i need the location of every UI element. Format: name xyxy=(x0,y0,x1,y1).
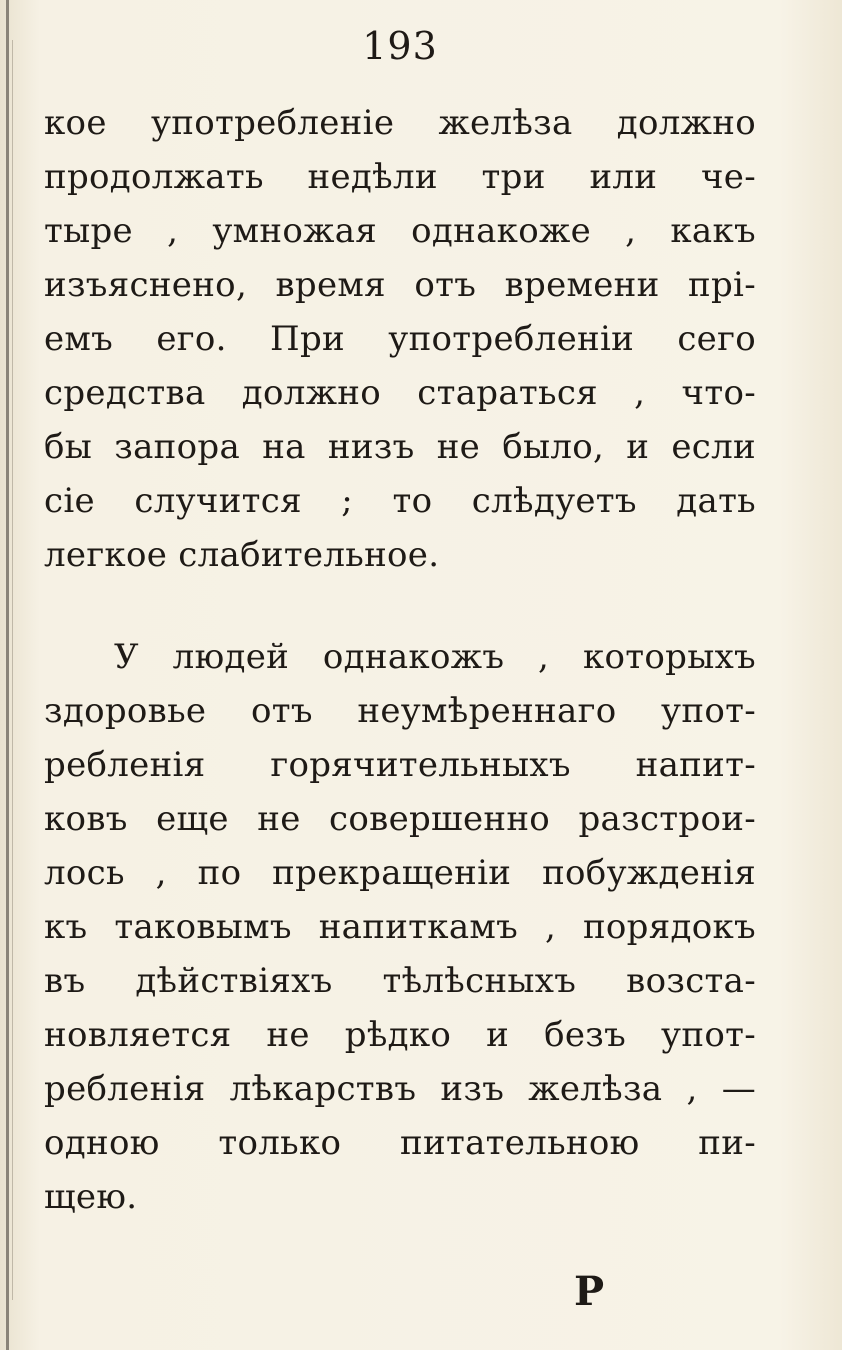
text-line: легкое слабительное. xyxy=(44,535,440,575)
text-line: тыре , умножая однакоже , какъ xyxy=(44,211,756,251)
paragraph-2 xyxy=(44,630,756,1224)
text-line: одною только питательною пи- xyxy=(44,1123,756,1163)
text-line: здоровье отъ неумѣреннаго упот- xyxy=(44,691,756,731)
text-line: въ дѣйствіяхъ тѣлѣсныхъ возста- xyxy=(44,961,756,1001)
text-line: ковъ еще не совершенно разстрои- xyxy=(44,799,756,839)
text-line: новляется не рѣдко и безъ упот- xyxy=(44,1015,756,1055)
page-gutter-shadow xyxy=(12,40,13,1300)
signature-mark: Р xyxy=(574,1268,605,1315)
text-line: изъяснено, время отъ времени прі- xyxy=(44,265,756,305)
page-gutter-edge xyxy=(6,0,9,1350)
text-line: бы запора на низъ не было, и если xyxy=(44,427,756,467)
text-line: лось , по прекращеніи побужденія xyxy=(44,853,756,893)
text-line: къ таковымъ напиткамъ , порядокъ xyxy=(44,907,756,947)
text-line: емъ его. При употребленіи сего xyxy=(44,319,756,359)
paragraph-1 xyxy=(44,96,756,582)
text-line: средства должно стараться , что- xyxy=(44,373,756,413)
text-line: ребленія лѣкарствъ изъ желѣза , — xyxy=(44,1069,756,1109)
text-line: сіе случится ; то слѣдуетъ дать xyxy=(44,481,756,521)
text-line: щею. xyxy=(44,1177,138,1217)
text-line: У людей однакожъ , которыхъ xyxy=(114,637,756,677)
page-number: 193 xyxy=(362,24,438,68)
text-line: ребленія горячительныхъ напит- xyxy=(44,745,756,785)
text-line: продолжать недѣли три или че- xyxy=(44,157,756,197)
text-line: кое употребленіе желѣза должно xyxy=(44,103,756,143)
